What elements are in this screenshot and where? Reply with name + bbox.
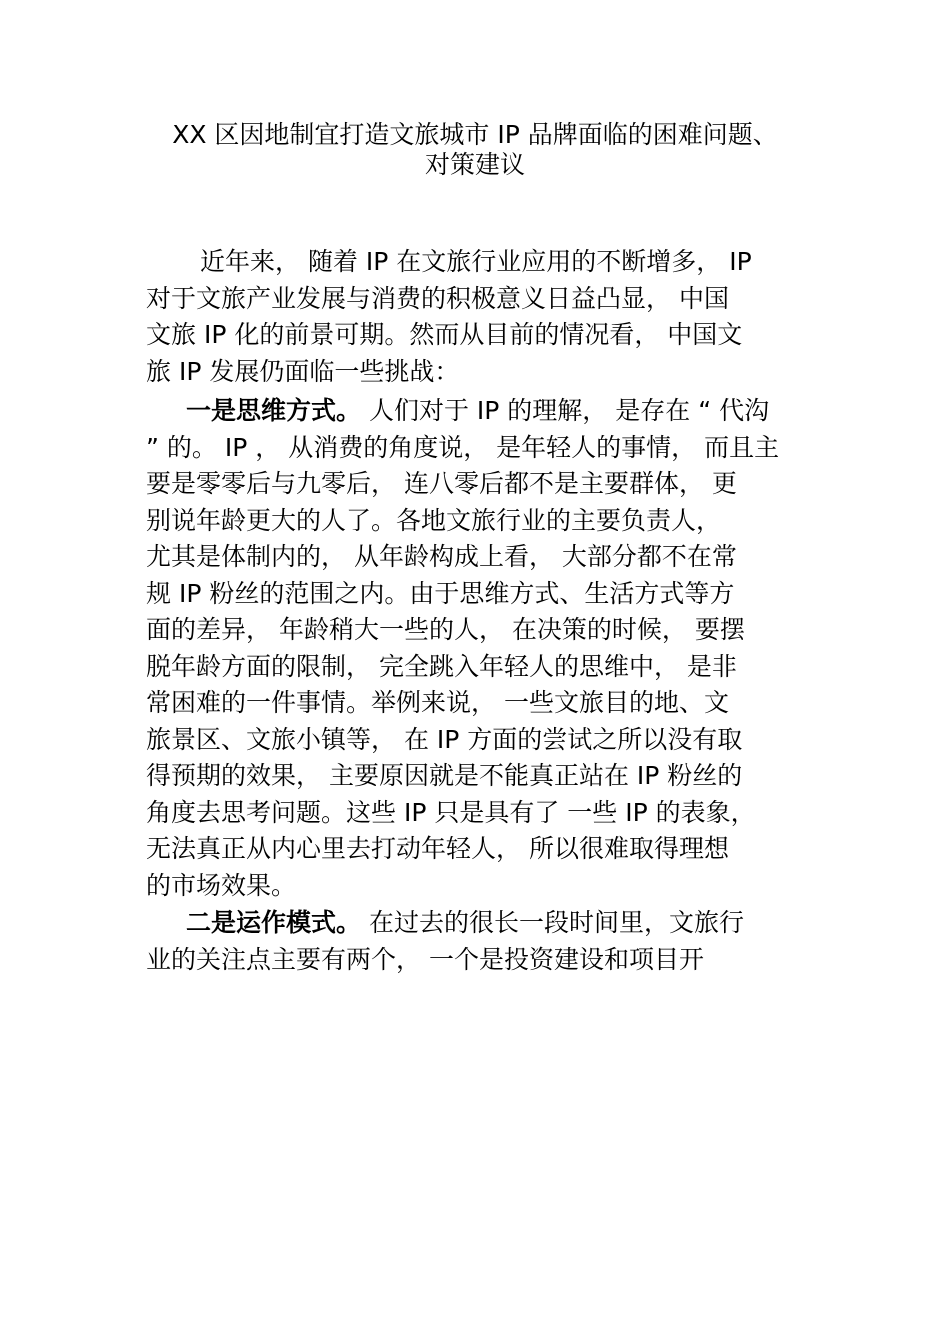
intro-line-1: 近年来， 随着 IP 在文旅行业应用的不断增多， IP (200, 247, 752, 276)
point-two-heading: 二是运作模式。 (186, 908, 362, 937)
point-two-paragraph (146, 905, 806, 978)
point-one-line: 脱年龄方面的限制， 完全跳入年轻人的思维中， 是非 (146, 651, 737, 681)
point-one-line: 无法真正从内心里去打动年轻人， 所以很难取得理想 (146, 834, 729, 863)
point-one-line: 别说年龄更大的人了。各地文旅行业的主要负责人， (146, 505, 722, 535)
point-one-line: 旅景区、文旅小镇等， 在 IP 方面的尝试之所以没有取 (146, 724, 743, 754)
title-line-2: 对策建议 (424, 150, 525, 179)
point-one-line: 规 IP 粉丝的范围之内。由于思维方式、生活方式等方 (146, 578, 735, 608)
document-title (100, 120, 850, 180)
point-one-line: 的市场效果。 (146, 870, 297, 900)
point-two-first-line (146, 905, 806, 942)
point-one-first-line (146, 393, 806, 430)
point-two-line: 业的关注点主要有两个， 一个是投资建设和项目开 (146, 944, 704, 974)
point-one-line: 面的差异， 年龄稍大一些的人， 在决策的时候， 要摆 (146, 615, 745, 644)
intro-line-3: 文旅 IP 化的前景可期。然而从目前的情况看， 中国文 (146, 320, 743, 349)
point-one-line: 得预期的效果， 主要原因就是不能真正站在 IP 粉丝的 (146, 761, 743, 790)
point-one-line: ” 的。 IP ， 从消费的角度说， 是年轻人的事情， 而且主 (146, 432, 780, 462)
point-two-first-line-text: 在过去的很长一段时间里，文旅行 (368, 908, 744, 937)
point-one-line: 尤其是体制内的， 从年龄构成上看， 大部分都不在常 (146, 542, 737, 571)
point-one-paragraph (146, 393, 806, 904)
point-one-line: 常困难的一件事情。举例来说， 一些文旅目的地、文 (146, 688, 729, 717)
intro-line-2: 对于文旅产业发展与消费的积极意义日益凸显， 中国 (146, 283, 729, 313)
point-one-first-line-text: 人们对于 IP 的理解， 是存在 “ 代沟 (368, 396, 770, 425)
intro-paragraph (146, 244, 806, 390)
intro-line-4: 旅 IP 发展仍面临一些挑战： (146, 356, 460, 386)
point-one-line: 要是零零后与九零后， 连八零后都不是主要群体， 更 (146, 469, 737, 498)
point-one-line: 角度去思考问题。这些 IP 只是具有了 一些 IP 的表象， (146, 797, 756, 827)
title-line-1: XX 区因地制宜打造文旅城市 IP 品牌面临的困难问题、 (172, 120, 778, 149)
point-one-heading: 一是思维方式。 (186, 396, 362, 425)
